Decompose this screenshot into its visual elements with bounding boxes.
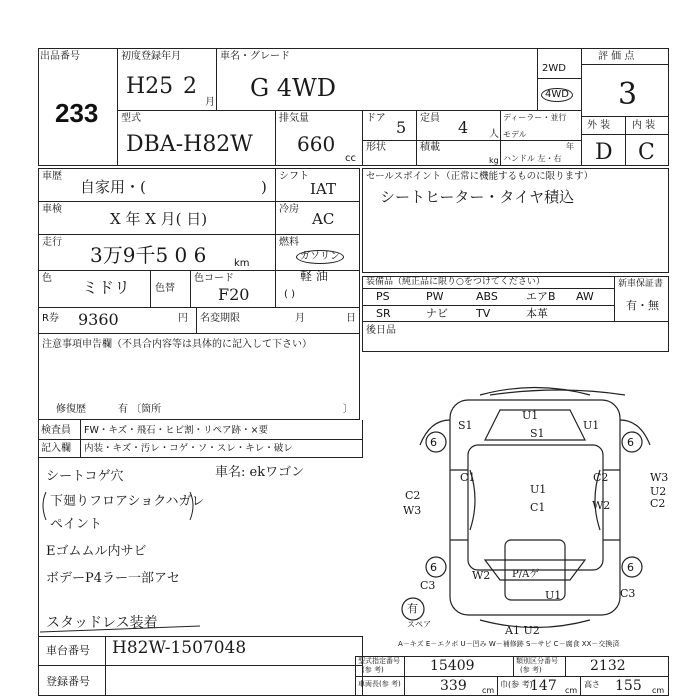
damage-legend: A－キズ E－エクボ U－凹み W－補修跡 S－サビ C－腐食 XX－交換済 <box>398 640 620 648</box>
height-value: 155 <box>615 678 642 694</box>
model-year-unit: 年 <box>566 142 574 151</box>
capacity-unit: 人 <box>489 129 499 140</box>
mileage-label: 走行 <box>42 237 62 248</box>
recycle-value: 9360 <box>78 310 119 329</box>
spare-sub: スペア <box>407 620 431 629</box>
door-label: ドア <box>366 113 386 124</box>
shape-label: 形状 <box>366 142 386 153</box>
mark-c2-b: C2 <box>405 489 421 502</box>
name-change-month: 月 <box>295 313 305 324</box>
interior-label: 内 装 <box>632 120 656 131</box>
equipment-item: PS <box>376 290 390 303</box>
aircon-value: AC <box>312 210 335 228</box>
mark-c1-a: C1 <box>460 471 476 484</box>
color-code-value: F20 <box>218 285 250 304</box>
exterior-value: D <box>595 140 613 165</box>
mark-w3-b: W3 <box>403 504 422 517</box>
warranty-label: 新車保証書 <box>618 279 664 289</box>
mark-pa: P/Aゲ <box>512 569 540 580</box>
class-sub: (参 考) <box>520 666 542 674</box>
height-unit: cm <box>652 686 665 695</box>
fuel-sub: 軽 油 <box>300 269 328 283</box>
mark-w2-b: W2 <box>472 569 491 582</box>
sales-label: セールスポイント（正常に機能するものに限ります） <box>366 171 594 182</box>
tyre-front-left: 6 <box>430 436 437 449</box>
reg-month: 2 <box>183 74 197 99</box>
equipment-item: ナビ <box>426 307 448 320</box>
aircon-label: 冷房 <box>279 204 299 215</box>
history-close: ) <box>261 178 267 196</box>
equipment-item: TV <box>476 307 491 320</box>
mark-c3-b: C3 <box>620 587 636 600</box>
length-value: 339 <box>440 678 467 694</box>
recorder-label: 記入欄 <box>41 443 71 454</box>
note-underbody: 下廻りフロアショクハガレ <box>50 494 205 509</box>
displacement-unit: cc <box>345 153 356 164</box>
note-car-name: 車名: ekワゴン <box>215 465 305 480</box>
displacement-value: 660 <box>297 132 336 156</box>
capacity-value: 4 <box>458 118 469 137</box>
lot-number: 233 <box>55 98 99 128</box>
color-label: 色 <box>42 273 52 284</box>
exterior-label: 外 装 <box>587 120 611 131</box>
equipment-item: AW <box>576 290 594 303</box>
model-no-sub: (参 考) <box>362 666 384 674</box>
fuel-value: ガソリン <box>296 250 344 264</box>
rear-seat-label: 後日品 <box>366 325 396 336</box>
spare-mark: 有 <box>407 602 418 615</box>
door-value: 5 <box>396 118 407 137</box>
chassis-value: H82W-1507048 <box>112 638 247 658</box>
fuel-paren: ( ) <box>284 289 295 300</box>
equipment-item: 本革 <box>526 307 548 320</box>
model-no-value: 15409 <box>430 658 475 674</box>
equipment-item: SR <box>376 307 391 320</box>
color-code-label: 色コード <box>194 273 234 284</box>
warranty-value: 有・無 <box>626 299 659 312</box>
model-label: 車名・グレード <box>220 51 290 62</box>
mark-u2: U2 <box>650 485 667 498</box>
mark-c2-c: C2 <box>650 497 666 510</box>
mileage-value: 3万9千5 0 6 <box>90 243 207 267</box>
mark-c2-a: C2 <box>593 471 609 484</box>
tyre-rear-right: 6 <box>627 561 634 574</box>
score-label: 評 価 点 <box>598 51 635 62</box>
drive-4wd: 4WD <box>541 88 573 102</box>
type-value: DBA-H82W <box>126 132 253 157</box>
note-seat: シートコゲ穴 <box>46 469 124 484</box>
reg-era: H25 <box>126 74 174 99</box>
inspector-label: 検査員 <box>41 425 71 436</box>
model-value: G 4WD <box>250 74 336 102</box>
dealer-label: ディーラー・並行 <box>503 113 567 122</box>
note-paint: ペイント <box>50 517 103 532</box>
equipment-item: ABS <box>476 290 498 303</box>
name-change-day: 日 <box>346 313 356 324</box>
color-value: ミドリ <box>82 278 131 297</box>
mark-u1-d: U1 <box>545 589 562 602</box>
color-change-label: 色替 <box>155 283 175 294</box>
mark-u1-b: U1 <box>583 419 600 432</box>
history-label: 車歴 <box>42 171 62 182</box>
handle-label: ハンドル 左・右 <box>503 154 562 163</box>
equipment-item: PW <box>426 290 444 303</box>
shift-value: IAT <box>310 180 336 198</box>
reg-label: 初度登録年月 <box>121 51 181 62</box>
history-value: 自家用・( <box>80 178 146 196</box>
mark-a1u2: A1 U2 <box>505 624 540 637</box>
equipment-item: エアB <box>526 290 556 303</box>
interior-value: C <box>638 140 655 165</box>
type-label: 型式 <box>121 113 141 124</box>
mark-w2-a: W2 <box>592 499 611 512</box>
model-no-label: 型式指定番号 <box>358 657 400 665</box>
mark-w3-a: W3 <box>650 471 669 484</box>
width-label: 巾(参 考) <box>500 680 533 689</box>
drive-2wd: 2WD <box>542 63 566 74</box>
class-value: 2132 <box>590 658 626 674</box>
shaken-label: 車検 <box>42 204 62 215</box>
height-label: 高さ <box>584 680 600 689</box>
shaken-value: X 年 X 月( 日) <box>110 210 208 228</box>
width-value: 147 <box>530 678 557 694</box>
mileage-unit: km <box>234 258 250 269</box>
mark-c1-b: C1 <box>530 501 546 514</box>
inspection-row1: FW・キズ・飛石・ヒビ割・リペア跡・×要 <box>84 425 268 436</box>
registration-label: 登録番号 <box>46 675 90 688</box>
load-unit: kg <box>489 156 499 165</box>
displacement-label: 排気量 <box>279 113 309 124</box>
chassis-label: 車台番号 <box>46 644 90 657</box>
load-label: 積載 <box>420 142 440 153</box>
shift-label: シフト <box>279 171 309 182</box>
repair-label: 修復歴 <box>56 404 86 415</box>
recycle-label: R券 <box>42 313 59 324</box>
capacity-label: 定員 <box>420 113 440 124</box>
sales-value: シートヒーター・タイヤ積込 <box>380 188 575 206</box>
width-unit: cm <box>565 686 578 695</box>
note-rubber: Eゴムムル内サビ <box>46 544 147 559</box>
name-change-label: 名変期限 <box>200 313 240 324</box>
reg-month-unit: 月 <box>205 97 215 108</box>
mark-s1-a: S1 <box>458 419 473 432</box>
lot-label: 出品番号 <box>40 51 80 62</box>
model-year-label: モデル <box>503 130 527 139</box>
mark-u1-c: U1 <box>530 483 547 496</box>
note-studless: スタッドレス装着 <box>46 615 158 631</box>
repair-close: 〕 <box>343 404 353 415</box>
note-pillar: ボデーP4ラー一部アセ <box>46 571 180 586</box>
repair-value: 有 〔箇所 <box>118 404 162 415</box>
recycle-unit: 円 <box>178 313 188 324</box>
length-label: 車両長(参 考) <box>358 680 401 688</box>
tyre-rear-left: 6 <box>430 561 437 574</box>
score-value: 3 <box>618 77 638 112</box>
equipment-label: 装備品（純正品に限り○をつけてください） <box>366 277 545 287</box>
length-unit: cm <box>482 686 495 695</box>
inspection-row2: 内装・キズ・汚レ・コゲ・ソ・スレ・キレ・破レ <box>84 443 293 454</box>
class-label: 類別区分番号 <box>516 657 558 665</box>
mark-c3-a: C3 <box>420 579 436 592</box>
fuel-label: 燃料 <box>279 237 299 248</box>
tyre-front-right: 6 <box>627 436 634 449</box>
notes-label: 注意事項申告欄（不具合内容等は具体的に記入して下さい） <box>42 339 312 350</box>
mark-s1-b: S1 <box>530 427 545 440</box>
mark-u1-a: U1 <box>522 409 539 422</box>
